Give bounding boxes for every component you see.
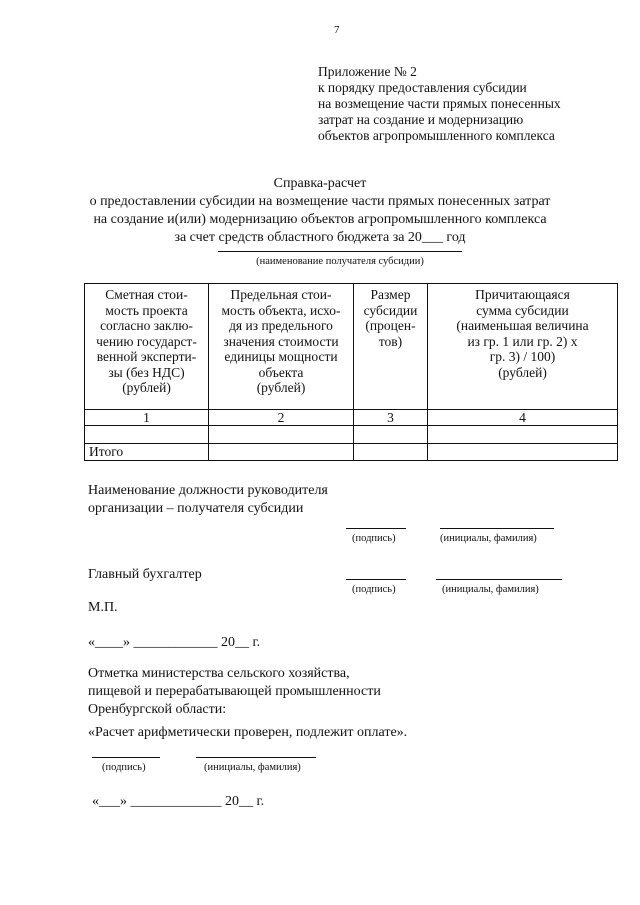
header-estimated-cost: Сметная стои- мость проекта согласно заклю- чению государст- венной эксперти- зы (без НДС) (рублей) [85,284,209,410]
title-line: за счет средств областного бюджета за 20___ год [174,230,466,245]
recipient-line [218,251,462,252]
date-line: «____» ____________ 20__ г. [88,635,261,650]
manager-name-caption: (инициалы, фамилия) [440,533,537,544]
table-cell[interactable] [209,426,354,444]
table-cell[interactable] [209,444,354,461]
column-number: 3 [354,410,428,426]
total-label: Итого [85,444,209,461]
accountant-name-caption: (инициалы, фамилия) [442,584,539,595]
stamp-label: М.П. [88,600,118,615]
table-cell[interactable] [428,426,618,444]
chief-accountant-label: Главный бухгалтер [88,567,202,582]
verification-note: «Расчет арифметически проверен, подлежит оплате». [88,725,408,740]
table-row [85,426,618,444]
header-subsidy-rate: Размер субсидии (процен- тов) [354,284,428,410]
document-title [0,175,640,247]
manager-signature-line[interactable] [346,528,406,529]
title-line: о предоставлении субсидии на возмещение части прямых понесенных затрат [89,194,551,209]
header-subsidy-amount: Причитающаяся сумма субсидии (наименьшая величина из гр. 1 или гр. 2) x гр. 3) / 100) (рублей) [428,284,618,410]
table-cell[interactable] [428,444,618,461]
title-line: на создание и(или) модернизацию объектов агропромышленного комплекса [93,212,547,227]
verifier-name-caption: (инициалы, фамилия) [204,762,301,773]
verifier-signature-line[interactable] [92,757,160,758]
calculation-table [84,283,618,461]
column-number-row [85,410,618,426]
verifier-signature-caption: (подпись) [102,762,146,773]
appendix-line: затрат на создание и модернизацию [318,112,524,127]
table-cell[interactable] [85,426,209,444]
manager-name-line[interactable] [440,528,554,529]
appendix-line: на возмещение части прямых понесенных [318,96,561,111]
date-line: «___» _____________ 20__ г. [92,794,265,809]
table-cell[interactable] [354,426,428,444]
title-line: Справка-расчет [273,176,367,191]
header-max-cost: Предельная стои- мость объекта, исхо- дя из предельного значения стоимости единицы мощности объекта (рублей) [209,284,354,410]
appendix-line: Приложение № 2 [318,64,417,79]
accountant-signature-line[interactable] [346,579,406,580]
table-cell[interactable] [354,444,428,461]
verifier-name-line[interactable] [196,757,316,758]
accountant-signature-caption: (подпись) [352,584,396,595]
page-number: 7 [334,24,340,36]
appendix-line: к порядку предоставления субсидии [318,80,527,95]
accountant-name-line[interactable] [436,579,562,580]
table-header-row [85,284,618,410]
recipient-caption: (наименование получателя субсидии) [256,256,424,267]
ministry-mark: Отметка министерства сельского хозяйства, пищевой и перерабатывающей промышленности Оренбургской области: [88,666,381,717]
column-number: 1 [85,410,209,426]
column-number: 4 [428,410,618,426]
manager-signature-caption: (подпись) [352,533,396,544]
appendix-line: объектов агропромышленного комплекса [318,128,555,143]
total-row [85,444,618,461]
manager-title: Наименование должности руководителя организации – получателя субсидии [88,483,328,516]
column-number: 2 [209,410,354,426]
appendix-header [318,64,561,144]
